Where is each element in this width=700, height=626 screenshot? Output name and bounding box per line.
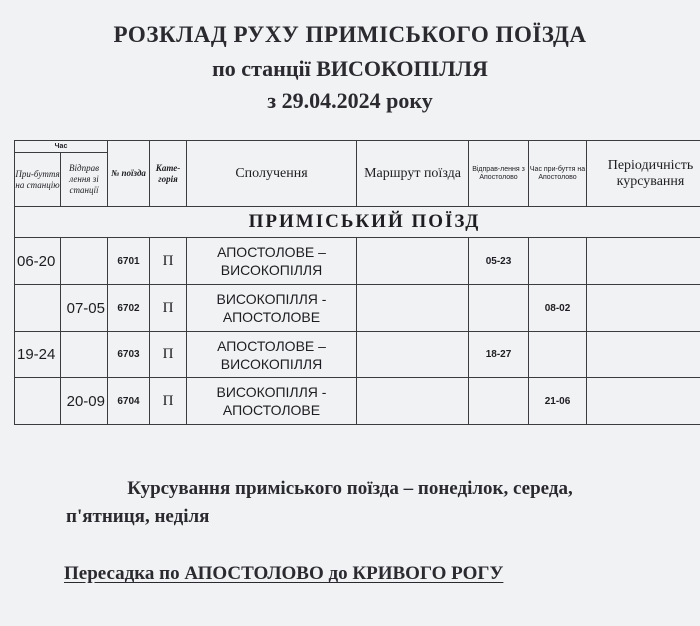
table-row xyxy=(15,238,700,285)
header-arrival-apostolove: Час при-буття на Апостолово xyxy=(529,141,587,207)
departure-apostolove-cell: 05-23 xyxy=(469,238,529,285)
arrival-cell: 06-20 xyxy=(15,238,61,285)
table-row xyxy=(15,332,700,378)
document-title: РОЗКЛАД РУХУ ПРИМІСЬКОГО ПОЇЗДА xyxy=(113,22,587,47)
route-cell xyxy=(357,378,469,425)
periodicity-cell xyxy=(587,238,700,285)
departure-cell xyxy=(61,238,108,285)
transfer-note: Пересадка по АПОСТОЛОВО до КРИВОГО РОГУ xyxy=(64,563,504,584)
route-cell xyxy=(357,285,469,332)
schedule-note-line-2: п'ятниця, неділя xyxy=(66,506,210,527)
connection-line-2: ВИСОКОПІЛЛЯ xyxy=(220,355,323,372)
category-cell: П xyxy=(150,285,187,332)
departure-apostolove-cell xyxy=(469,285,529,332)
departure-cell: 20-09 xyxy=(61,378,108,425)
table-row xyxy=(15,378,700,425)
connection-line-1: ВИСОКОПІЛЛЯ - xyxy=(216,291,327,307)
section-title: ПРИМІСЬКИЙ ПОЇЗД xyxy=(15,207,700,238)
arrival-cell xyxy=(15,378,61,425)
arrival-apostolove-cell: 08-02 xyxy=(529,285,587,332)
header-time-group: Час xyxy=(15,141,108,153)
header-category: Кате-горія xyxy=(150,141,187,207)
header-route: Маршрут поїзда xyxy=(357,141,469,207)
departure-cell: 07-05 xyxy=(61,285,108,332)
header-departure-apostolove: Відправ-лення з Апостолово xyxy=(469,141,529,207)
category-cell: П xyxy=(150,378,187,425)
route-cell xyxy=(357,238,469,285)
schedule-table xyxy=(14,140,700,425)
arrival-apostolove-cell: 21-06 xyxy=(529,378,587,425)
train-number-cell: 6702 xyxy=(108,285,150,332)
departure-apostolove-cell: 18-27 xyxy=(469,332,529,378)
header-connection: Сполучення xyxy=(187,141,357,207)
schedule-note-line-1: Курсування приміського поїзда – понеділок, середа, xyxy=(127,478,573,499)
connection-line-1: АПОСТОЛОВЕ – xyxy=(217,244,326,260)
periodicity-cell xyxy=(587,332,700,378)
connection-cell xyxy=(187,285,357,332)
route-cell xyxy=(357,332,469,378)
header-arrival: При-бyття на станцію xyxy=(15,153,61,207)
category-cell: П xyxy=(150,238,187,285)
arrival-cell xyxy=(15,285,61,332)
connection-line-2: ВИСОКОПІЛЛЯ xyxy=(220,262,323,278)
connection-cell xyxy=(187,378,357,425)
arrival-apostolove-cell xyxy=(529,238,587,285)
train-number-cell: 6701 xyxy=(108,238,150,285)
header-train-number: № поїзда xyxy=(108,141,150,207)
connection-line-2: АПОСТОЛОВЕ xyxy=(222,309,321,325)
header-periodicity: Періодичність курсування xyxy=(587,141,700,207)
periodicity-cell xyxy=(587,378,700,425)
category-cell: П xyxy=(150,332,187,378)
train-number-cell: 6704 xyxy=(108,378,150,425)
connection-cell xyxy=(187,332,357,378)
connection-line-2: АПОСТОЛОВЕ xyxy=(222,402,321,418)
station-subtitle: по станції ВИСОКОПІЛЛЯ xyxy=(212,56,488,81)
connection-cell xyxy=(187,238,357,285)
connection-line-1: ВИСОКОПІЛЛЯ - xyxy=(216,384,327,400)
connection-line-1: АПОСТОЛОВЕ – xyxy=(217,337,326,354)
effective-date: з 29.04.2024 року xyxy=(267,88,433,113)
arrival-apostolove-cell xyxy=(529,332,587,378)
header-departure: Відправ лення зі станції xyxy=(61,153,108,207)
departure-cell xyxy=(61,332,108,378)
periodicity-cell xyxy=(587,285,700,332)
arrival-cell: 19-24 xyxy=(15,332,61,378)
table-row xyxy=(15,285,700,332)
departure-apostolove-cell xyxy=(469,378,529,425)
train-number-cell: 6703 xyxy=(108,332,150,378)
